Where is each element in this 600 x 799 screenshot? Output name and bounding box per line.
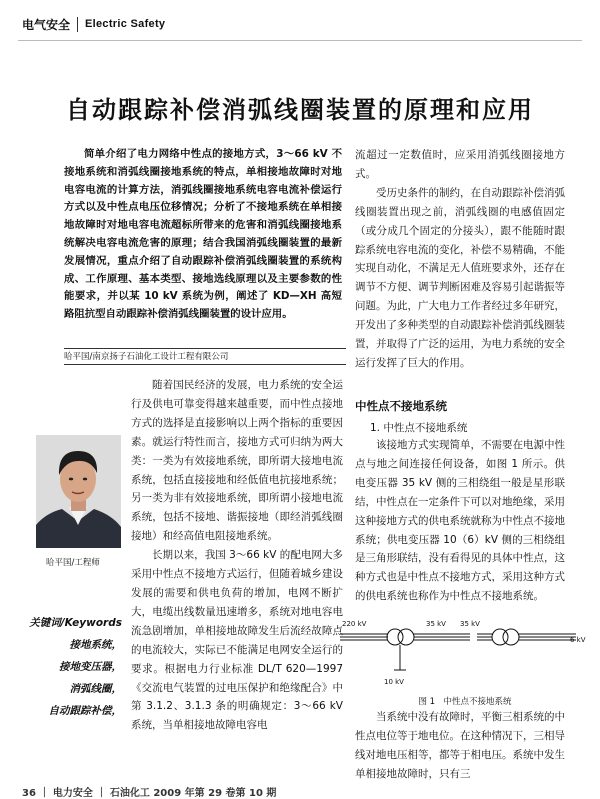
section-header: [22, 12, 165, 36]
photo-caption: 哈平国/工程师: [46, 558, 100, 568]
figure-label-35kv-a: 35 kV: [426, 620, 446, 628]
body-paragraph: 长期以来，我国 3～66 kV 的配电网大多采用中性点不接地方式运行，但随着城乡建设发展的需要和供电负荷的增加，电网不断扩大，电缆出线数量迅速增多，系统对地电容电流急剧增加，单相接地故障发生后流经故障点的电流较大，实际已不能满足电网安全运行的要求。根据电力行业标准 DL/T 620—1997《交流电气装置的过电压保护和绝缘配合》中第 3.1.2、3.1.3 条的明确规定：3～66 kV 系统，当单相接地故障电容电: [131, 549, 343, 732]
abstract-text: 简单介绍了电力网络中性点的接地方式，3～66 kV 不接地系统和消弧线圈接地系统的特点，单相接地故障时对地电容电流的计算方法，消弧线圈接地系统电容电流补偿运行方式以及中性点电压位移情况；分析了不接地系统在单相接地故障时对地电容电流超标所带来的危害和消弧线圈接地系统解决电容电流危害的原理；结合我国消弧线圈装置的最新发展情况，重点介绍了自动跟踪补偿消弧线圈装置的系统构成、工作原理、基本类型、接地选线原理以及主要参数的性能要求，并以某 10 kV 系统为例，阐述了 KD—XH 高短路阻抗型自动跟踪补偿消弧线圈装置的设计应用。: [64, 148, 342, 321]
body-paragraph: 当系统中没有故障时，平衡三相系统的中性点电位等于地电位。在这种情况下，三相导线对地电压相等，都等于相电压。系统中发生单相接地故障时，只有三: [355, 711, 565, 780]
keyword-item: 消弧线圈，: [69, 683, 122, 695]
article-title: 自动跟踪补偿消弧线圈装置的原理和应用: [66, 95, 534, 124]
author-photo: [36, 435, 121, 548]
header-divider: [77, 17, 78, 32]
header-rule: [18, 40, 582, 41]
figure-label-35kv-b: 35 kV: [460, 620, 480, 628]
subsection-heading: 1. 中性点不接地系统: [370, 422, 468, 434]
keyword-item: 接地系统，: [69, 639, 122, 651]
body-column-right-mid: [355, 436, 565, 606]
page-footer: 36 ｜ 电力安全 ｜ 石油化工 2009 年第 29 卷第 10 期: [22, 788, 277, 799]
figure-1-diagram: [340, 612, 592, 692]
keyword-item: 接地变压器，: [59, 661, 122, 673]
body-paragraph: 该接地方式实现简单，不需要在电源中性点与地之间连接任何设备，如图 1 所示。供电变压器 35 kV 侧的三相绕组一般是星形联结，中性点在一定条件下可以对地绝缘，采用这种接地方式的供电系统就称为中性点不接地系统；供电变压器 10（6）kV 侧的三相绕组是三角形联结，没有看得见的具体中性点，这种方式也是中性点不接地方式，采用这种方式的供电系统也称作为中性点不接地系统。: [355, 439, 565, 603]
author-affiliation: 哈平国/南京扬子石油化工设计工程有限公司: [64, 352, 229, 362]
keywords-block: [12, 612, 122, 722]
figure-caption: 图 1 中性点不接地系统: [418, 697, 512, 707]
body-paragraph: 受历史条件的制约，在自动跟踪补偿消弧线圈装置出现之前，消弧线圈的电感值固定（或分成几个固定的分接头），跟不能随时跟踪系统电容电流的变化，补偿不易精确，不能实现自动化，不满足无人值班要求外，还存在调节不方便、调节判断困难及容易引起谐振等问题。为此，广大电力工作者经过多年研究，开发出了多种类型的自动跟踪补偿消弧线圈装置，并取得了广泛的运用，为电力系统的安全运行发挥了巨大的作用。: [355, 186, 565, 369]
abstract-rule-top: [64, 348, 346, 349]
body-column-left: [131, 376, 343, 735]
keyword-item: 自动跟踪补偿，: [48, 705, 122, 717]
section-label-cn: 电气安全: [22, 17, 71, 32]
body-column-right-top: [355, 146, 565, 373]
body-paragraph: 流超过一定数值时，应采用消弧线圈接地方式。: [355, 149, 565, 180]
figure-label-220kv: 220 kV: [342, 620, 367, 628]
body-column-right-bottom: [355, 708, 565, 784]
figure-label-6kv: 6 kV: [570, 636, 586, 644]
section-heading: 中性点不接地系统: [355, 399, 447, 413]
figure-label-10kv: 10 kV: [384, 678, 404, 686]
keywords-label: 关键词/Keywords: [29, 617, 122, 629]
body-paragraph: 随着国民经济的发展，电力系统的安全运行及供电可靠变得越来越重要，而中性点接地方式的选择是直接影响以上两个指标的重要因素。就运行特性而言，接地方式可归纳为两大类：一类为有效接地系统，即所谓大接地电流系统，包括直接接地和经低值电抗接地系统；另一类为非有效接地系统，即所谓小接地电流系统，包括不接地、谐振接地（即经消弧线圈接地）和经高值电阻接地系统。: [131, 379, 343, 543]
abstract-rule-bottom: [64, 364, 346, 365]
section-label-en: Electric Safety: [85, 18, 166, 30]
abstract: [64, 146, 342, 324]
